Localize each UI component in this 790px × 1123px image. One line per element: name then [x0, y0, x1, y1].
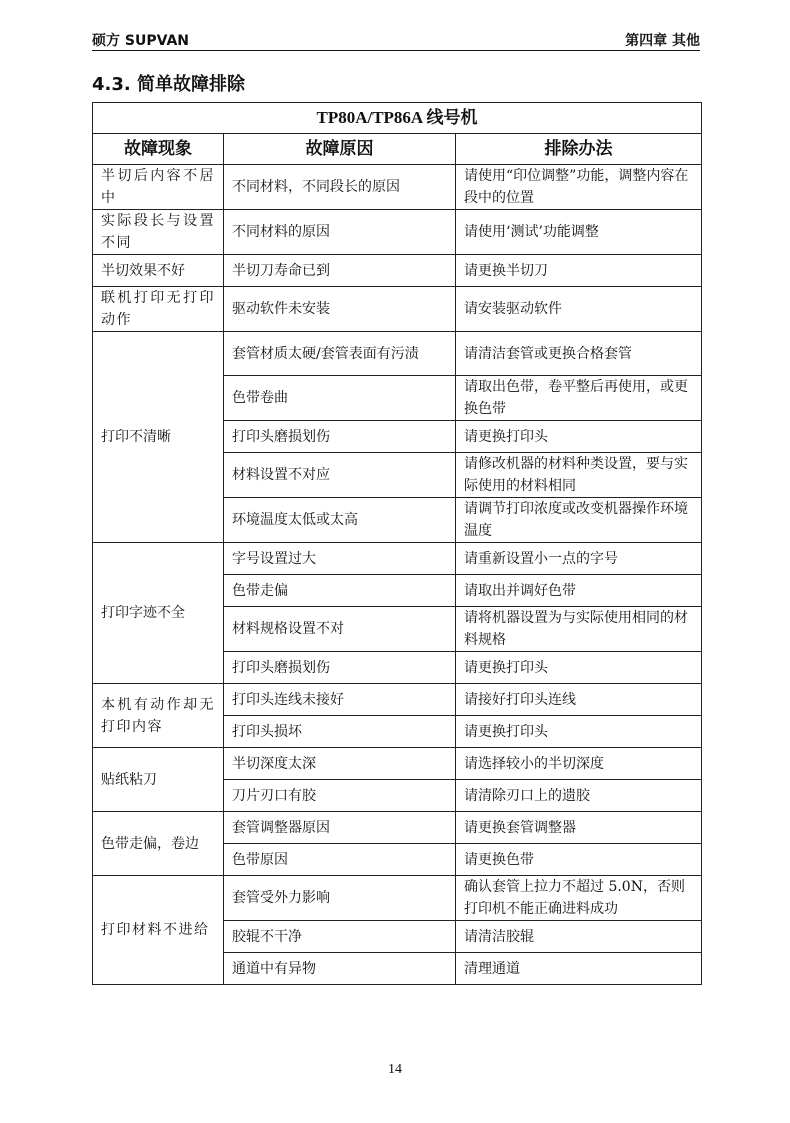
solution-cell: 请更换打印头 [456, 716, 702, 748]
table-row [93, 287, 702, 332]
solution-cell: 请安装驱动软件 [456, 287, 702, 332]
solution-cell: 请清洁套管或更换合格套管 [456, 332, 702, 376]
column-header-cause: 故障原因 [224, 134, 456, 165]
symptom-cell: 半切后内容不居中 [93, 165, 224, 210]
solution-cell: 确认套管上拉力不超过 5.0N，否则打印机不能正确进料成功 [456, 876, 702, 921]
header-chapter: 第四章 其他 [625, 33, 700, 49]
symptom-cell: 打印材料不进给 [93, 876, 224, 985]
troubleshooting-table [92, 102, 702, 985]
cause-cell: 半切刀寿命已到 [224, 255, 456, 287]
symptom-cell: 贴纸粘刀 [93, 748, 224, 812]
solution-cell: 请更换套管调整器 [456, 812, 702, 844]
solution-cell: 请调节打印浓度或改变机器操作环境温度 [456, 498, 702, 543]
cause-cell: 半切深度太深 [224, 748, 456, 780]
cause-cell: 套管材质太硬/套管表面有污渍 [224, 332, 456, 376]
solution-cell: 请将机器设置为与实际使用相同的材料规格 [456, 607, 702, 652]
table-row [93, 748, 702, 780]
symptom-cell: 色带走偏，卷边 [93, 812, 224, 876]
symptom-cell: 打印不清晰 [93, 332, 224, 543]
cause-cell: 套管受外力影响 [224, 876, 456, 921]
cause-cell: 字号设置过大 [224, 543, 456, 575]
page-header [92, 28, 700, 51]
table-row [93, 684, 702, 716]
solution-cell: 请更换打印头 [456, 652, 702, 684]
cause-cell: 环境温度太低或太高 [224, 498, 456, 543]
cause-cell: 不同材料的原因 [224, 210, 456, 255]
table-row [93, 812, 702, 844]
solution-cell: 请重新设置小一点的字号 [456, 543, 702, 575]
cause-cell: 打印头损坏 [224, 716, 456, 748]
solution-cell: 请更换打印头 [456, 421, 702, 453]
solution-cell: 清理通道 [456, 953, 702, 985]
cause-cell: 不同材料，不同段长的原因 [224, 165, 456, 210]
table-row [93, 543, 702, 575]
cause-cell: 刀片刃口有胶 [224, 780, 456, 812]
header-brand: 硕方 SUPVAN [92, 33, 190, 49]
table-row [93, 332, 702, 376]
solution-cell: 请取出并调好色带 [456, 575, 702, 607]
table-row [93, 255, 702, 287]
cause-cell: 色带走偏 [224, 575, 456, 607]
cause-cell: 材料设置不对应 [224, 453, 456, 498]
cause-cell: 色带卷曲 [224, 376, 456, 421]
column-header-solution: 排除办法 [456, 134, 702, 165]
cause-cell: 胶辊不干净 [224, 921, 456, 953]
cause-cell: 打印头磨损划伤 [224, 652, 456, 684]
solution-cell: 请清洁胶辊 [456, 921, 702, 953]
solution-cell: 请取出色带，卷平整后再使用，或更换色带 [456, 376, 702, 421]
symptom-cell: 本机有动作却无打印内容 [93, 684, 224, 748]
solution-cell: 请接好打印头连线 [456, 684, 702, 716]
table-row [93, 876, 702, 921]
solution-cell: 请选择较小的半切深度 [456, 748, 702, 780]
table-row [93, 210, 702, 255]
symptom-cell: 联机打印无打印动作 [93, 287, 224, 332]
cause-cell: 材料规格设置不对 [224, 607, 456, 652]
solution-cell: 请更换色带 [456, 844, 702, 876]
cause-cell: 打印头磨损划伤 [224, 421, 456, 453]
column-header-symptom: 故障现象 [93, 134, 224, 165]
cause-cell: 色带原因 [224, 844, 456, 876]
section-title: 4.3. 简单故障排除 [92, 74, 245, 95]
cause-cell: 打印头连线未接好 [224, 684, 456, 716]
symptom-cell: 实际段长与设置不同 [93, 210, 224, 255]
solution-cell: 请清除刃口上的遗胶 [456, 780, 702, 812]
table-model-title: TP80A/TP86A 线号机 [93, 103, 702, 134]
solution-cell: 请修改机器的材料种类设置，要与实际使用的材料相同 [456, 453, 702, 498]
cause-cell: 通道中有异物 [224, 953, 456, 985]
solution-cell: 请使用“印位调整”功能，调整内容在段中的位置 [456, 165, 702, 210]
page-number: 14 [388, 1062, 402, 1077]
symptom-cell: 打印字迹不全 [93, 543, 224, 684]
cause-cell: 驱动软件未安装 [224, 287, 456, 332]
solution-cell: 请使用‘测试’功能调整 [456, 210, 702, 255]
cause-cell: 套管调整器原因 [224, 812, 456, 844]
table-row [93, 165, 702, 210]
solution-cell: 请更换半切刀 [456, 255, 702, 287]
symptom-cell: 半切效果不好 [93, 255, 224, 287]
